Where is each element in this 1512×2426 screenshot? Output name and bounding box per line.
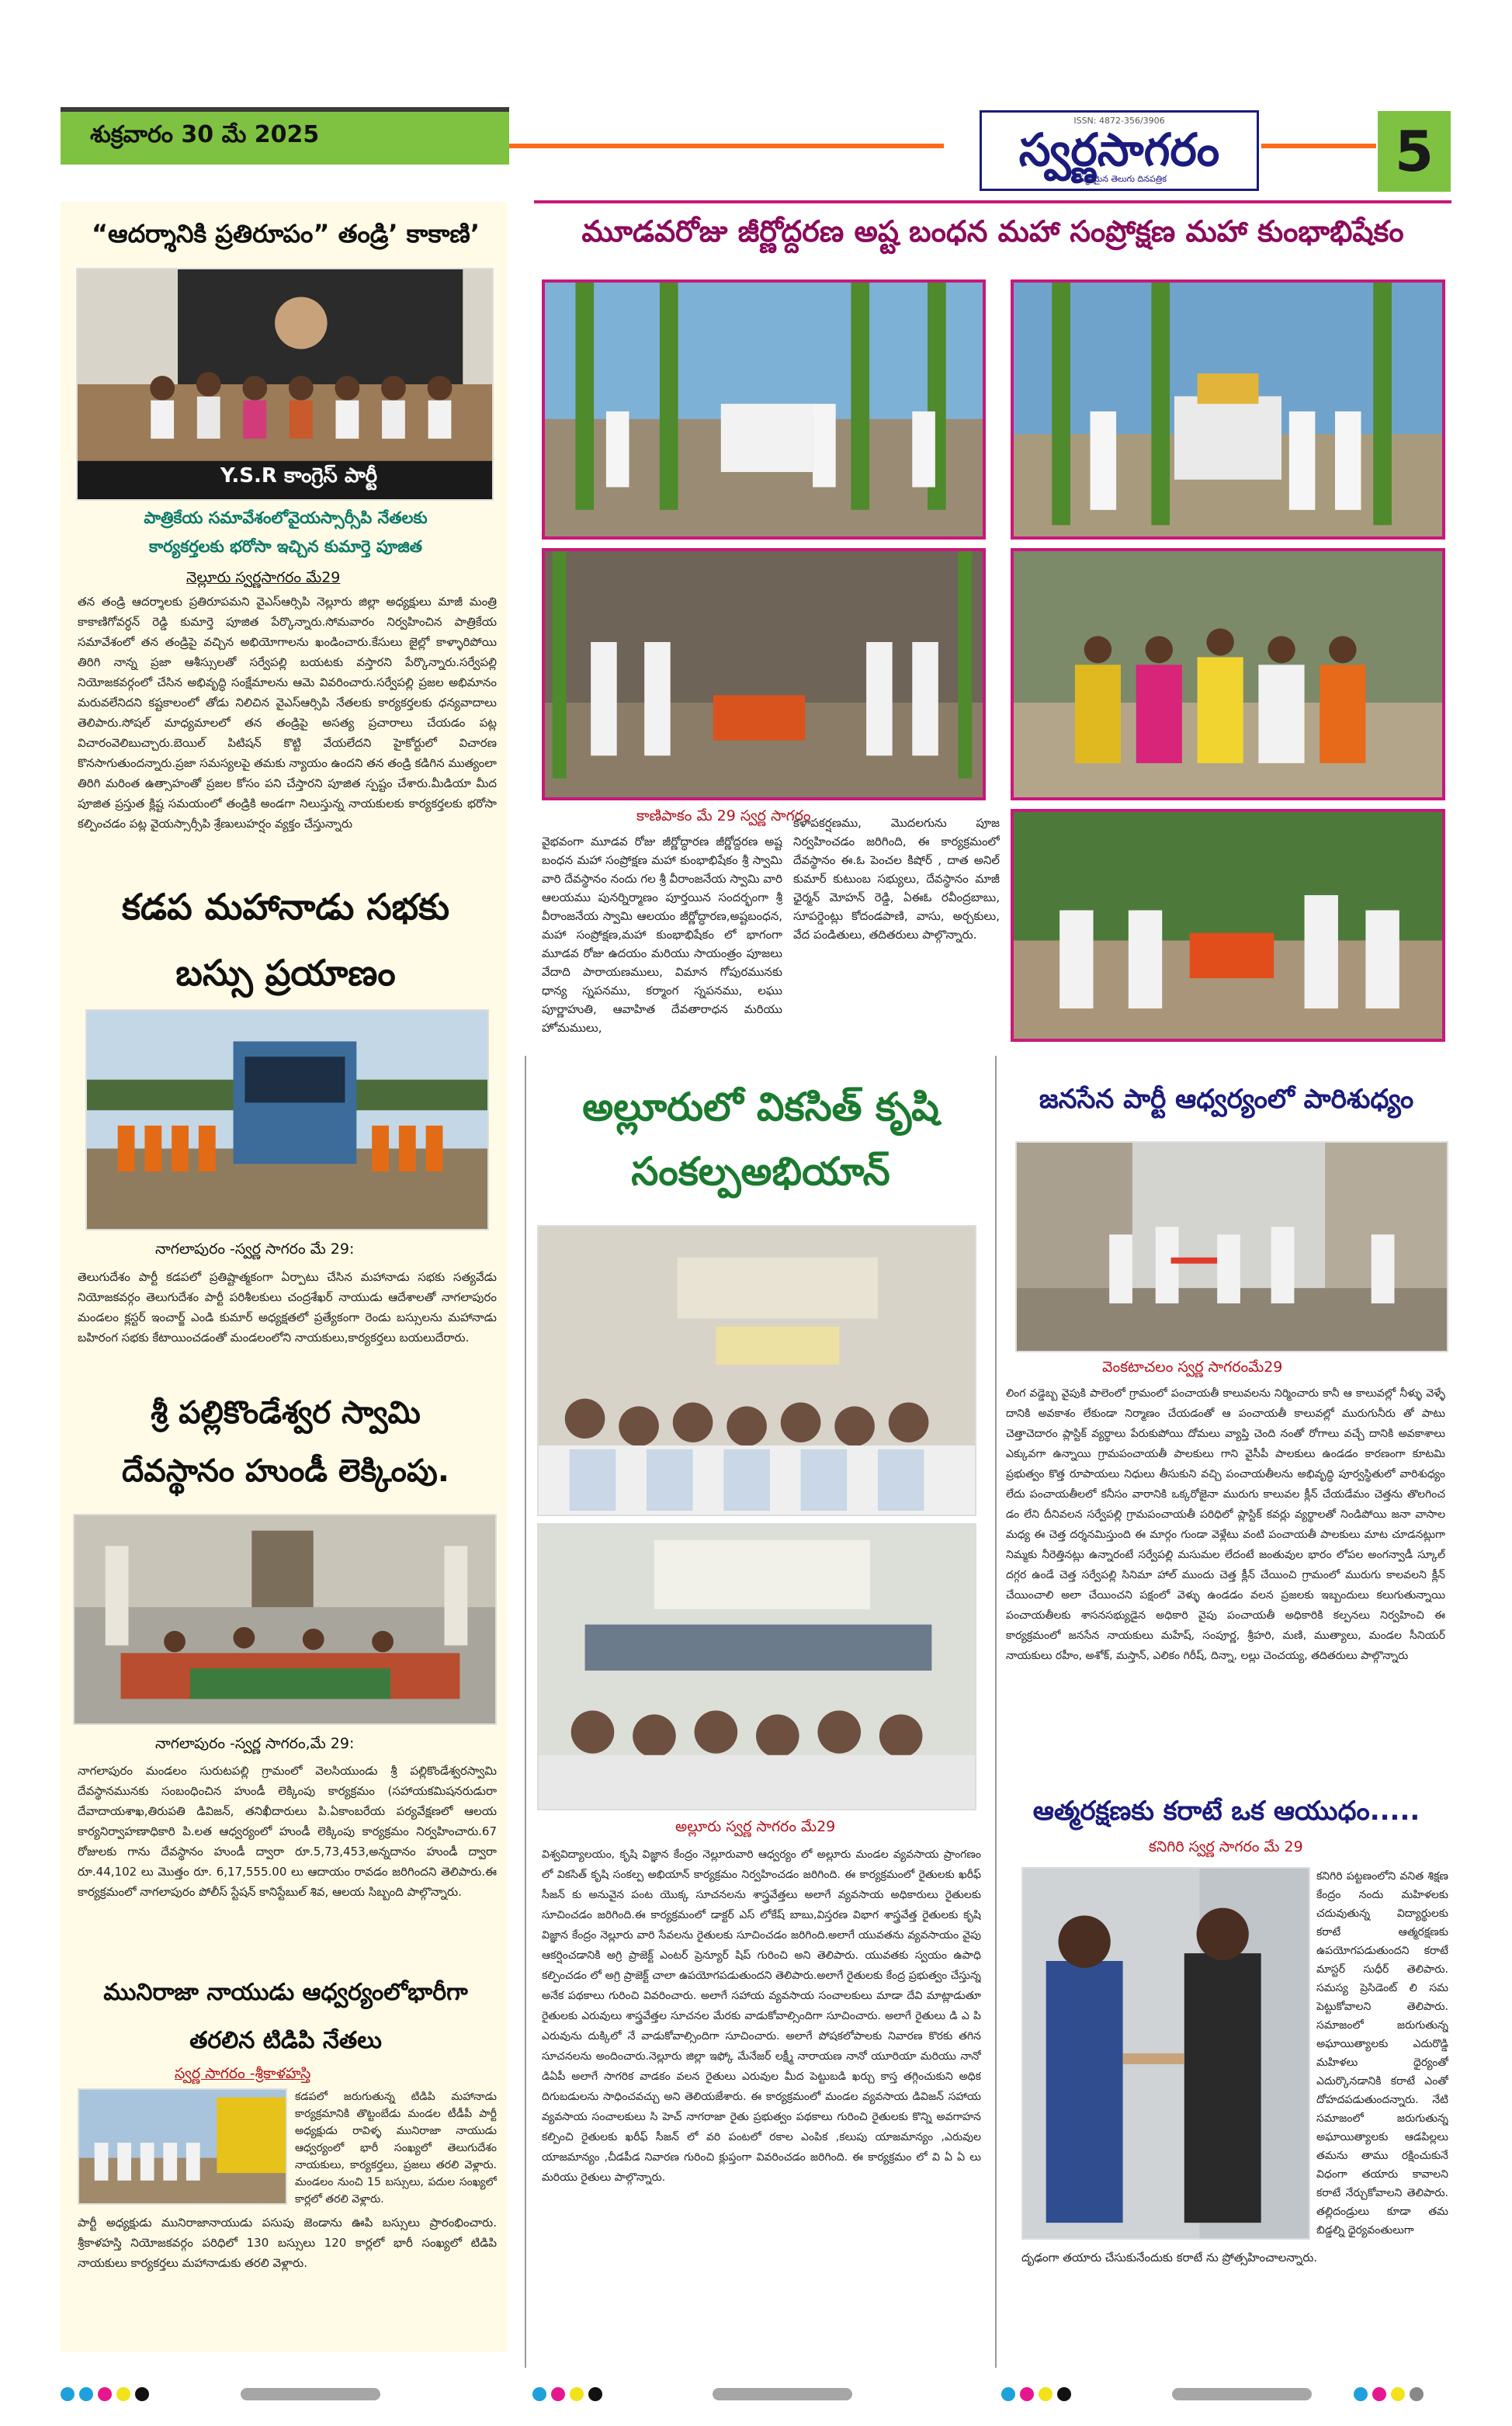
temple-body-left: వైభవంగా మూడవ రోజు జీర్ణోద్ధారణ జీర్ణోద్దరణ అష్ట బంధన మహా సంప్రోక్షణ మహా కుంభాభిషేకం శ్రీ స్వామి వారి దేవస్థానం నందు గల శ్రీ వీరాంజనేయ స్వామి వారి ఆలయము పునర్నిర్మాణం పూర్తయిన సందర్భంగా శ్రీ వీరాంజనేయ స్వామి ఆలయం జీర్ణోద్ధారణ,అష్టబంధన, మహా సంప్రోక్షణ,మహా కుంభాభిషేకం లో భాగంగా మూడవ రోజు ఉదయం మరియు సాయంత్రం పూజలు వేదాది పారాయణములు, విమాన గోపురమునకు ధాన్య స్నపనము, కర్మాంగ స్నపనము, లఘు పూర్ణాహుతి, ఆవాహిత దేవతారాధన మరియు హోమములు, — [542, 835, 782, 1035]
header-orange-rule — [509, 144, 944, 148]
story1-subhead-2: కార్యకర్తలకు భరోసా ఇచ్చిన కుమార్తె పూజిత — [148, 537, 423, 556]
masthead-tagline: ISSN: 4872-356/3906 — [1073, 116, 1165, 126]
story2-headline-1: కడప మహానాడు సభకు — [121, 886, 450, 928]
footer-color-marks-4 — [1354, 2386, 1428, 2402]
janasena-headline: జనసేన పార్టీ ఆధ్వర్యంలో పారిశుధ్యం — [1039, 1084, 1414, 1115]
header-rule — [61, 107, 509, 112]
temple-photo-2-art — [1014, 283, 1442, 536]
krishi-body: విశ్వవిద్యాలయం, కృషి విజ్ఞాన కేంద్రం నెల్లూరువారి ఆధ్వర్యం లో అల్లూరు మండల వ్యవసాయ ప్రాంగణం లో వికసిత్ కృషి సంకల్ప అభియాన్ కార్యక్రమం నిర్వహించడం జరిగింది. ఈ కార్యక్రమంలో రైతులకు ఖరీఫ్ సీజన్ కు అనువైన పంట యొక్క సూచనలను శాస్త్రవేత్తలు అలాగే వ్యవసాయ అధికారులు రైతులకు సూచించడం జరిగింది.ఈ కార్యక్రమంలో డాక్టర్ ఎస్ లోకేష్ బాబు,విస్తరణ విభాగ శాస్త్రవేత్త రైతులకు కృషి విజ్ఞాన కేంద్రం నెల్లూరు వారి సేవలను రైతులకు సూచించడం జరిగింది.అలాగే యువతను వ్యవసాయం వైపు ఆకర్షించడానికి అగ్రి ప్రాజెక్ట్ ఎంటర్ ప్రెన్యూర్ షిప్ గురించి అని తెలిపారు. యువతకు స్వయం ఉపాధి కల్పించడం లో అగ్రి ప్రాజెక్ట్ చాలా ఉపయోగపడుతుందని తెలిపారు.అలాగే రైతులకు కేంద్ర ప్రభుత్వం చేస్తున్న అనేక పథకాలు గురించి వివరించారు. అలాగే సహాయ వ్యవసాయ సంచాలకులు మాడా దేవి మాట్లాడుతూ రైతులకు ఎరువులు శాస్త్రవేత్తల సూచనల మేరకు వాడుకోవాల్సిందిగా సూచించారు. అలాగే రైతులు డి ఎ పి ఎరువును దుక్కిలో నే వాడుకోవాల్సిందిగా సూచించారు. అలాగే పోషకలోపాలకు నివారణ కొరకు తగిన సూచనలను అందించారు.నెల్లూరు జిల్లా ఇఫ్కో మేనేజర్ లక్ష్మీ నారాయణ నానో యూరియా మరియు నానో డిఏపీ అలాగే సాగరిక వాడకం వలన రైతులు ఎరువుల మీద పెట్టుబడి ఖర్చు కాస్త తగ్గించుకుని అధిక దిగుబడులను సాధించవచ్చు అని తెలియజేశారు. ఈ కార్యక్రమంలో మండల వ్యవసాయ డివిజన్ సహాయ వ్యవసాయ సంచాలకులు సి హెచ్ నాగరాజా రైతు ప్రభుత్వం పథకాలు గురించి రైతులకు కొన్ని అవగాహన కల్పించి రైతులకు ఖరీఫ్ సీజన్ లో వరి పంటలో రకాల ఎంపిక ,కలుపు యాజమాన్యం ,ఎరువుల యాజమాన్యం ,చీడపీడ నివారణ గురించి క్లుప్తంగా వివరించడం జరిగింది. ఈ కార్యక్రమం లో వి ఏ ఏ లు మరియు రైతులు పాల్గొన్నారు. — [542, 1848, 981, 2184]
story1-photo-banner: Y.S.R కాంగ్రెస్ పార్టీ — [220, 464, 378, 488]
karate-photo — [1021, 1867, 1310, 2240]
column-rule-2 — [995, 1056, 997, 2368]
story4-body-side: కడపలో జరుగుతున్న టిడిపి మహానాడు కార్యక్రమానికి తొట్టంబేడు మండల టీడీపీ పార్టీ అధ్యక్షుడు రావిళ్ళ మునిరాజా నాయుడు ఆధ్వర్యంలో భారీ సంఖ్యలో తెలుగుదేశం నాయకులు, కార్యకర్తలు, ప్రజలు తరలి వెళ్లారు. మండలం నుంచి 15 బస్సులు, పదుల సంఖ్యలో కార్లలో తరలి వెళ్లారు. — [295, 2091, 497, 2206]
story4-photo-art — [79, 2090, 286, 2203]
janasena-photo-art — [1017, 1143, 1447, 1351]
story1-kicker: “ఆదర్శానికి ప్రతిరూపం” తండ్రి’ కాకాణి’ — [92, 219, 480, 248]
janasena-dateline: వెంకటాచలం స్వర్ణ సాగరంమే29 — [1102, 1359, 1283, 1376]
story3-body: నాగలాపురం మండలం సురుటపల్లి గ్రామంలో వెలసియుండు శ్రీ పల్లికొండేశ్వరస్వామి దేవస్థానమునకు సంబంధించిన హుండీ లెక్కింపు కార్యక్రమం (సహాయకమిషనరుడురా దేవాదాయశాఖ,తిరుపతి డివిజన్, తనిఖీదారులు పి.ఏకాంబరేయ పర్యవేక్షణలో ఆలయ కార్యనిర్వాహణాధికారి పి.లత ఆధ్వర్యంలో హుండీ లెక్కింపు కార్యక్రమం నిర్వహించారు.67 రోజులకు గాను దేవస్థానం హుండీ ద్వారా రూ.5,73,453,అన్నదానం హుండీ ద్వారా రూ.44,102 లు మొత్తం రూ. 6,17,555.00 లు ఆదాయం రావడం జరిగిందని తెలిపారు.ఈ కార్యక్రమంలో నాగలాపురం పోలీస్ స్టేషన్ కానిస్టేబుల్ శివ, ఆలయ సిబ్బంది పాల్గొన్నారు. — [78, 1764, 497, 1899]
story1-subhead-1: పాత్రికేయ సమావేశంలోవైయస్సార్సీపి నేతలకు — [144, 508, 428, 527]
story4-photo — [78, 2088, 287, 2205]
story2-photo — [85, 1009, 489, 1230]
temple-photo-5-art — [1014, 812, 1442, 1039]
story3-photo-art — [75, 1515, 495, 1723]
temple-photo-4-art — [1014, 551, 1442, 797]
janasena-photo — [1015, 1141, 1448, 1352]
story4-headline-2: తరలిన టిడిపి నేతలు — [189, 2027, 382, 2054]
masthead-subtitle: నమ్మకమైన తెలుగు దినపత్రిక — [1071, 174, 1167, 184]
footer-color-marks-3 — [1001, 2386, 1076, 2402]
page-number: 5 — [1378, 111, 1451, 192]
krishi-headline-2: సంకల్పఅభియాన్ — [631, 1149, 890, 1194]
story3-dateline: నాగలాపురం -స్వర్ణ సాగరం,మే 29: — [155, 1735, 355, 1752]
temple-photo-3-art — [545, 551, 983, 797]
temple-headline: మూడవరోజు జీర్ణోద్దరణ అష్ట బంధన మహా సంప్రోక్షణ మహా కుంభాభిషేకం — [581, 214, 1404, 248]
story1-dateline: నెల్లూరు స్వర్ణసాగరం మే29 — [186, 569, 341, 586]
footer-bar-3 — [1172, 2388, 1312, 2400]
masthead-name: స్వర్ణసాగరం — [1018, 123, 1220, 176]
story2-body: తెలుగుదేశం పార్టీ కడపలో ప్రతిష్టాత్మకంగా ఏర్పాటు చేసిన మహానాడు సభకు సత్యవేడు నియోజకవర్గం తెలుగుదేశం పార్టీ పరిశీలకులు చంద్రశేఖర్ నాయుడు ఆదేశాలతో నాగలాపురం మండలం క్లస్టర్ ఇంచార్జ్ ఎండి కుమార్ అధ్యక్షతలో ప్రత్యేకంగా రెండు బస్సులను మహానాడు బహిరంగ సభకు కేటాయించడంతో మండలంలోని నాయకులు,కార్యకర్తలు బయలుదేరారు. — [78, 1270, 497, 1345]
issue-date: శుక్రవారం 30 మే 2025 — [61, 107, 509, 165]
temple-photo-4 — [1011, 548, 1445, 800]
krishi-headline-1: అల్లూరులో వికసిత్ కృషి — [582, 1085, 939, 1130]
krishi-dateline: అల్లూరు స్వర్ణ సాగరం మే29 — [675, 1818, 836, 1835]
column-rule-1 — [525, 1056, 526, 2368]
story4-headline-1: మునిరాజా నాయుడు ఆధ్వర్యంలోభారీగా — [103, 1979, 468, 2006]
story3-headline-1: శ్రీ పల్లికొండేశ్వర స్వామి — [151, 1395, 421, 1431]
masthead — [980, 110, 1259, 191]
karate-body-side: కనిగిరి పట్టణంలోని వనిత శిక్షణ కేంద్రం నందు మహిళలకు చదువుతున్న విద్యార్థులకు కరాటే ఆత్మరక్షణకు ఉపయోగపడుతుందని కరాటే మాస్టర్ సుధీర్ తెలిపారు. సమస్య ప్రెసిడెంట్ లి సమ పెట్టుకోవాలని తెలిపారు. సమాజంలో జరుగుతున్న అఘాయిత్యాలకు ఎదురొడ్డి మహిళలు ధైర్యంతో ఎదుర్కొనడానికి కరాటే ఎంతో దోహదపడుతుందన్నారు. నేటి సమాజంలో జరుగుతున్న అఘాయిత్యాలకు ఆడపిల్లలు తమను తాము రక్షించుకునే విధంగా తయారు కావాలని కరాటే నేర్చుకోవాలని తెలిపారు. తల్లిదండ్రులు కూడా తమ బిడ్డల్ని ధైర్యవంతులుగా — [1316, 1870, 1448, 2237]
karate-dateline: కనిగిరి స్వర్ణ సాగరం మే 29 — [1149, 1838, 1303, 1855]
temple-photo-3 — [542, 548, 986, 800]
temple-photo-1 — [542, 279, 986, 540]
header-orange-rule-right — [1261, 144, 1376, 148]
krishi-photo-2-art — [539, 1525, 975, 1809]
karate-headline: ఆత్మరక్షణకు కరాటే ఒక ఆయుధం..... — [1032, 1796, 1420, 1827]
story3-headline-2: దేవస్థానం హుండీ లెక్కింపు. — [122, 1453, 449, 1489]
story1-body: తన తండ్రి ఆదర్శాలకు ప్రతిరూపమని వైఎస్ఆర్సిపి నెల్లూరు జిల్లా అధ్యక్షులు మాజీ మంత్రి కాకాణిగోవర్ధన్ రెడ్డి కుమార్తె పూజిత పేర్కొన్నారు.సోమవారం నిర్వహించిన పాత్రికేయ సమావేశంలో తన తండ్రిపై వచ్చిన అభియోగాలను ఖండించారు.కేసులు జైల్లో కాళ్ళారిపోయి తిరిగి నాన్న ప్రజా ఆశీస్సులతో సర్వేపల్లి బయటకు వస్తారని పేర్కొన్నారు.సర్వేపల్లి నియోజకవర్గంలో చేసిన అభివృద్ధి సంక్షేమాలను ఆమె వివరించారు.సర్వేపల్లి ప్రజల అభిమానం మరువలేనిదని కష్టకాలంలో తోడు నిలిచిన వైఎస్ఆర్సిపి నేతలకు కార్యకర్తలకు ధన్యవాదాలు తెలిపారు.సోషల్ మాధ్యమాలలో తన తండ్రిపై అసత్య ప్రచారాలు చేయడం పట్ల విచారంవెలిబుచ్చారు.బెయిల్ పిటిషన్ కొట్టి వేయలేదని హైకోర్టులో విచారణ కొనసాగుతుందన్నారు.ప్రజా సమస్యలపై తమకు న్యాయం ఉందని తన తండ్రి కడిగిన ముత్యంలా తిరిగి మరింత ఉత్సాహంతో ప్రజల కోసం పని చేస్తారని పూజిత స్పష్టం చేశారు.మీడియా మీద పూజిత ప్రస్తుత క్లిష్ట సమయంలో తండ్రికి అండగా నిలుస్తున్న నాయకులకు కార్యకర్తలకు భరోసా కల్పించడం పట్ల వైయస్సార్సీపి శ్రేణులుహర్షం వ్యక్తం చేస్తున్నారు — [78, 595, 497, 831]
story3-photo — [73, 1514, 497, 1725]
karate-body: దృఢంగా తయారు చేసుకునేందుకు కరాటే ను ప్రోత్సహించాలన్నారు. — [1021, 2251, 1318, 2265]
krishi-photo-1 — [537, 1225, 976, 1516]
temple-photo-5 — [1011, 809, 1445, 1042]
krishi-photo-1-art — [539, 1227, 975, 1515]
temple-dateline: కాణిపాకం మే 29 స్వర్ణ సాగరం — [636, 807, 811, 824]
janasena-body: లింగ వడ్డెబ్బ వైపుకి పాలెంలో గ్రామంలో పంచాయతీ కాలువలను నిర్మించారు కానీ ఆ కాలువల్లో నీళ్ళు వెళ్ళే దానికి అవకాశం లేకుండా నిర్మాణం చేయడంతో ఆ పంచాయతీ కాలువల్లో మురుగునీరు తో పాటు చెత్తాచెదారం ప్లాస్టిక్ వ్యర్థాలు పేరుకుపోయి దోమలు వ్యాప్తి చెంది నంతో రోగాలు వచ్చే దానికి అవకాశాలు ఎక్కువగా ఉన్నాయి గ్రామపంచాయతీ పాలకులు గాని వైసీపీ పాలకులు ఉండడం కారణంగా కూటమి ప్రభుత్వం కొత్త రూపాయలు నిధులు తీసుకుని వచ్చి పంచాయతీలను అభివృద్ధి పూర్వస్థితులో వారిశుధ్యం లేదు పంచాయతీలలో కనీసం వారానికి ఒక్కరోజైనా మురుగు కాలువల క్లీన్ చేయడేమం చెత్తను తొలగించ డం లేని దీనివలన సర్వేపల్లి గ్రామపంచాయతీ పరిధిలో ప్లాస్టిక్ కవర్లు వ్యర్థాలతో నిండిపోయి జనా వాసాల మధ్య ఈ చెత్త దర్శనమిస్తుంది ఈ మార్గం గుండా వెళ్లేటు వంటి పంచాయతీ పాలకులు మాట చూడనట్లుగా నిమ్మకు నీరెత్తినట్లు ఉన్నారంటే సర్వేపల్లి మసుమల లేదంటే జంతువుల భారం లోపల అంగన్వాడీ స్కూల్ దగ్గర ఉండే చెత్త సర్వేపల్లి సినిమా హాల్ ముందు చెత్త క్లీన్ చేయించి గ్రామంలో మురుగు కాలవలని క్లీన్ చేయించాలి అలా చేయించని పక్షంలో వెళ్ళు ఉండడం వలన ప్రజలకు ఇబ్బందులు కలుగుతున్నాయి పంచాయతీలకు శాసనసభ్యుడైన అధికారి వైపు పంచాయతీ అధికారికి కల్పనలు నిర్వహించి ఈ కార్యక్రమంలో జనసేన నాయకులు మహేష్, సంపూర్ణ, శ్రీహరి, మణి, ముత్యాలు, మండల సీనియర్ నాయకులు రహీం, అశోక్, మస్తాన్, ఎలికం గిరీష్, దిన్నా, లల్లు చెంచయ్య, తదితరులు పాల్గొన్నారు — [1006, 1387, 1445, 1662]
krishi-photo-2 — [537, 1523, 976, 1810]
story2-headline-2: బస్సు ప్రయాణం — [175, 952, 396, 994]
temple-body-right: కళాపకర్షణము, మొదలగును పూజ నిర్వహించడం జరిగింది, ఈ కార్యక్రమంలో దేవస్థానం ఈ.ఓ పెంచల కిషోర్ , దాత అనిల్ కుమార్ కుటుంబ సభ్యులు, దేవస్థానం మాజీ ఛైర్మన్ మోహన్ రెడ్డి, ఏఈఓ రవీంద్రబాబు, సూపర్డెంట్లు కోదండపాణి, వాసు, అర్చకులు, వేద పండితులు, తదితరులు పాల్గొన్నారు. — [793, 816, 1000, 942]
story2-photo-art — [87, 1011, 487, 1229]
footer-color-marks-2 — [532, 2386, 607, 2402]
story4-dateline: స్వర్ణ సాగరం -శ్రీకాళహస్తి — [175, 2065, 311, 2082]
footer-color-marks-1 — [61, 2386, 154, 2402]
footer-bar-2 — [713, 2388, 852, 2400]
story2-dateline: నాగలాపురం -స్వర్ణ సాగరం మే 29: — [155, 1241, 355, 1258]
karate-photo-art — [1023, 1869, 1309, 2238]
footer-bar-1 — [241, 2388, 380, 2400]
story4-body: పార్టీ అధ్యక్షుడు మునిరాజానాయుడు పసుపు జెండాను ఊపి బస్సులు ప్రారంభించారు. శ్రీకాళహస్తి నియోజకవర్గం పరిధిలో 130 బస్సులు 120 కార్లలో భారీ సంఖ్యలో టిడిపి నాయకులు కార్యకర్తలు మహానాడుకు తరలి వెళ్లారు. — [78, 2216, 497, 2270]
temple-photo-2 — [1011, 279, 1445, 540]
temple-photo-1-art — [545, 283, 983, 536]
